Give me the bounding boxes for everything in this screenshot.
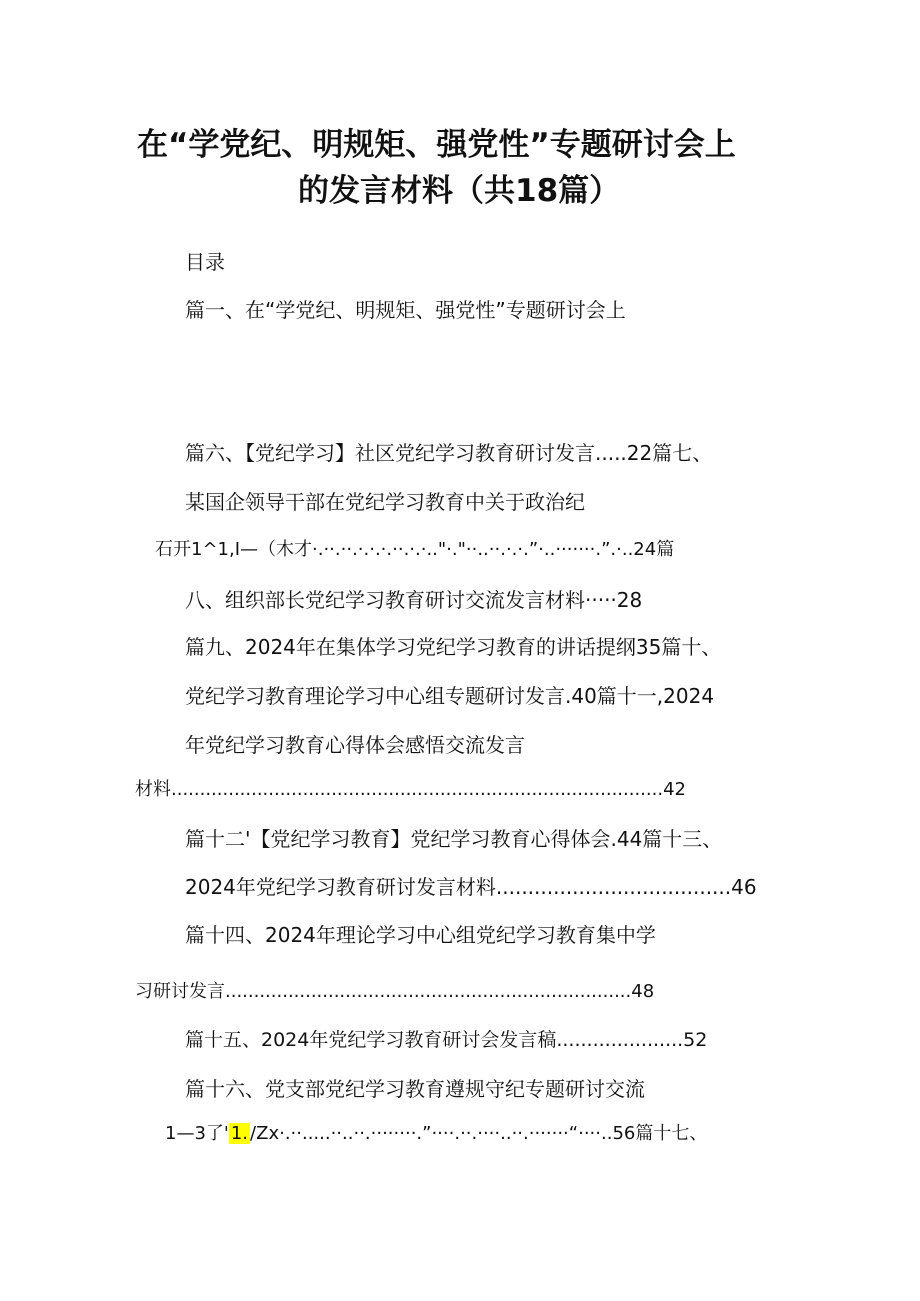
toc-line-highlighted bbox=[165, 1125, 707, 1143]
toc-line: 篇一、在“学党纪、明规矩、强党性”专题研讨会上 bbox=[185, 298, 626, 322]
toc-line: 篇十六、党支部党纪学习教育遵规守纪专题研讨交流 bbox=[185, 1077, 645, 1101]
toc-line: 篇十二'【党纪学习教育】党纪学习教育心得体会.44篇十三、 bbox=[185, 827, 723, 851]
toc-line: 材料......................................................................................42 bbox=[135, 779, 686, 800]
toc-line: 习研讨发言.......................................................................48 bbox=[135, 981, 655, 1002]
toc-line: 年党纪学习教育心得体会感悟交流发言 bbox=[185, 733, 525, 757]
toc-line: 篇九、2024年在集体学习党纪学习教育的讲话提纲35篇十、 bbox=[185, 635, 722, 659]
toc-line: 八、组织部长党纪学习教育研讨交流发言材料·····28 bbox=[185, 588, 643, 612]
toc-line: 篇十四、2024年理论学习中心组党纪学习教育集中学 bbox=[185, 923, 656, 947]
toc-line: 篇六、【党纪学习】社区党纪学习教育研讨发言.....22篇七、 bbox=[185, 441, 713, 465]
highlighted-text: 1. bbox=[230, 1123, 249, 1144]
toc-line: 2024年党纪学习教育研讨发言材料.....................................46 bbox=[185, 875, 757, 899]
toc-heading: 目录 bbox=[185, 250, 225, 274]
toc-line: 篇十五、2024年党纪学习教育研讨会发言稿.....................52 bbox=[185, 1029, 708, 1051]
toc-line: 党纪学习教育理论学习中心组专题研讨发言.40篇十一,2024 bbox=[185, 684, 715, 708]
document-title-line-2: 的发言材料（共18篇） bbox=[298, 173, 621, 209]
toc-line-part: /Zx·.··.....··..··.········.”····.··.····..··.·······“····..56篇十七、 bbox=[250, 1123, 708, 1144]
document-title-line-1: 在“学党纪、明规矩、强党性”专题研讨会上 bbox=[137, 127, 736, 163]
toc-line: 某国企领导干部在党纪学习教育中关于政治纪 bbox=[185, 490, 585, 514]
toc-line-part: 1—3了' bbox=[165, 1123, 229, 1144]
toc-line: 石开1^1,I—（木才·.··.··.·.·.·.··.·.·.."·."··..··.·.·.”·..·······.”.·..24篇 bbox=[155, 539, 675, 560]
